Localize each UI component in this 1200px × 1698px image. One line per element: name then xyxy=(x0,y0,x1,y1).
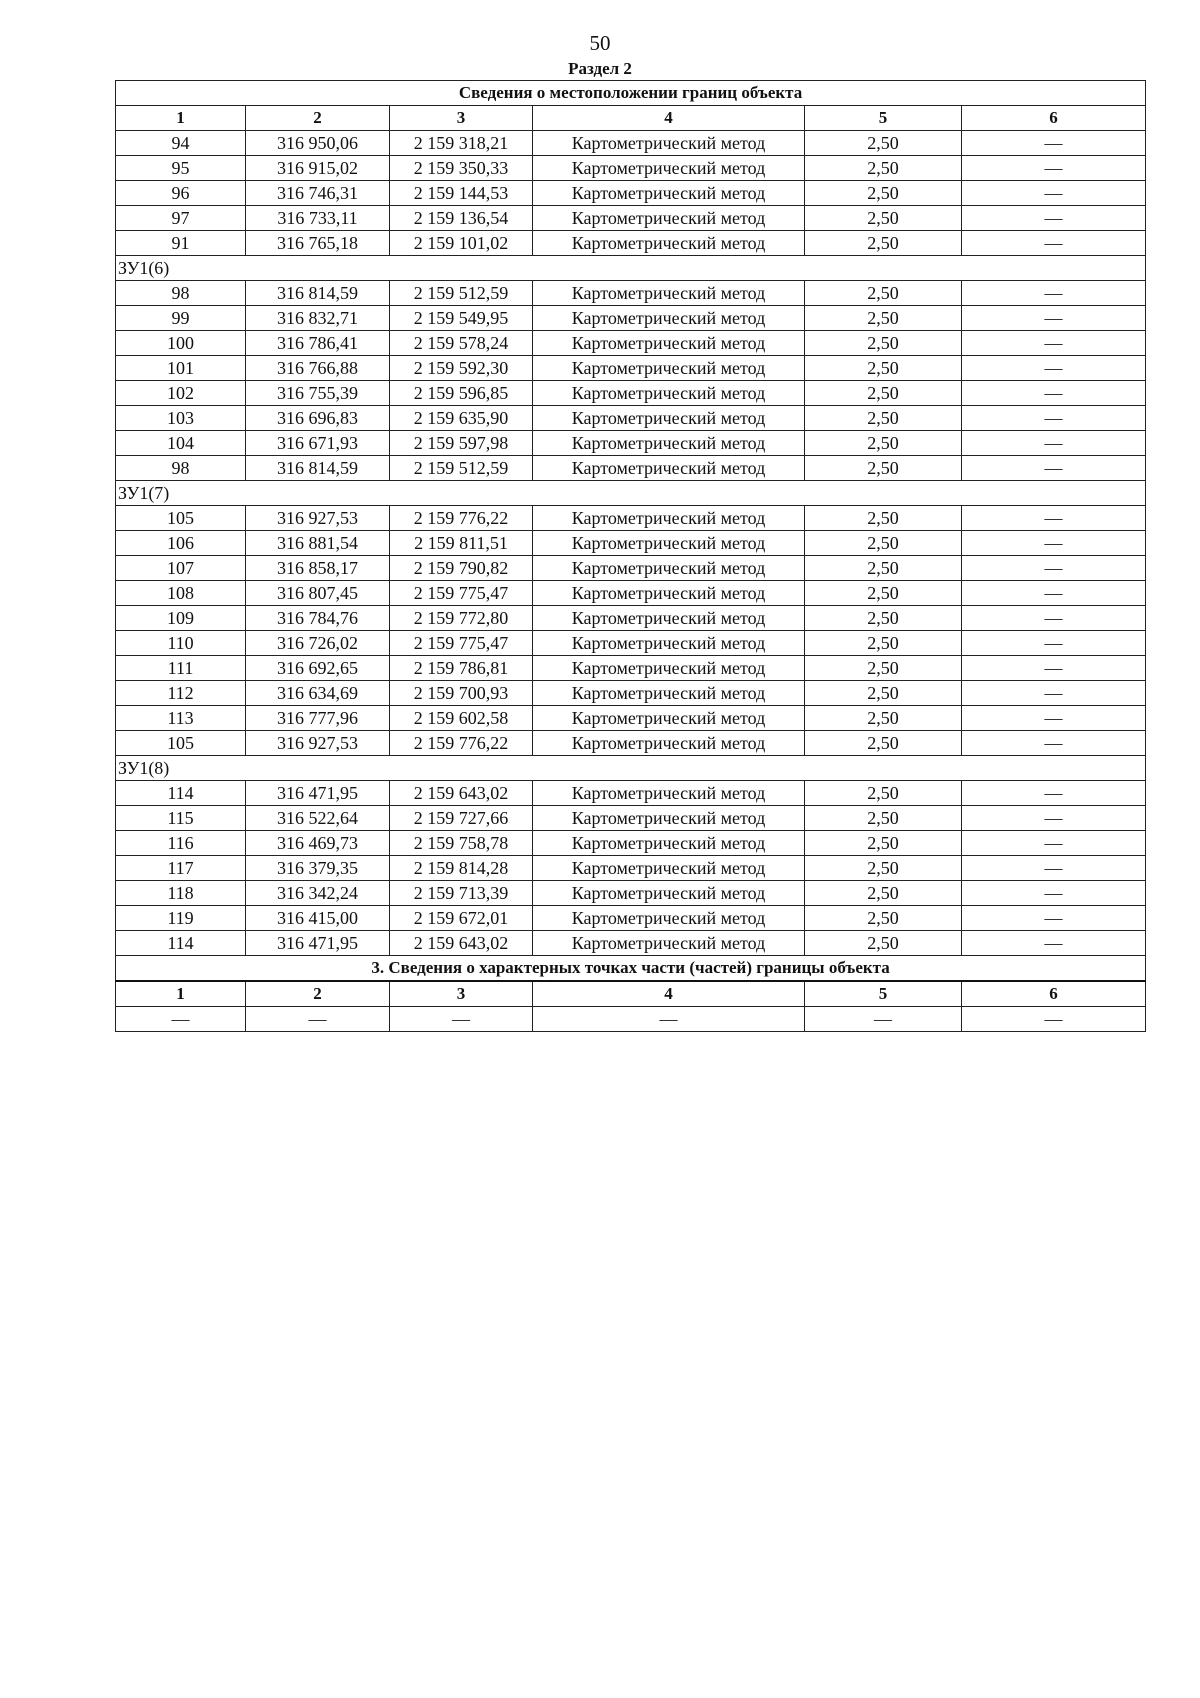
column-header-6: 6 xyxy=(962,981,1146,1007)
table-row xyxy=(116,681,1146,706)
cell-accuracy: 2,50 xyxy=(805,381,962,406)
cell-point-number: 97 xyxy=(116,206,246,231)
cell-point-number: 119 xyxy=(116,906,246,931)
cell-point-number: 110 xyxy=(116,631,246,656)
cell-point-number: 114 xyxy=(116,781,246,806)
table-row xyxy=(116,831,1146,856)
cell-point-number: 103 xyxy=(116,406,246,431)
cell-description: — xyxy=(962,456,1146,481)
cell-coord-y: 2 159 602,58 xyxy=(390,706,533,731)
cell-point-number: 99 xyxy=(116,306,246,331)
cell-method: Картометрический метод xyxy=(533,381,805,406)
cell-description: — xyxy=(962,306,1146,331)
cell-description: — xyxy=(962,781,1146,806)
cell-point-number: 108 xyxy=(116,581,246,606)
section-title: Раздел 2 xyxy=(568,59,632,78)
cell-point-number: 112 xyxy=(116,681,246,706)
cell-description: — xyxy=(962,231,1146,256)
cell-coord-x: 316 881,54 xyxy=(246,531,390,556)
cell-coord-x: 316 915,02 xyxy=(246,156,390,181)
table-row xyxy=(116,131,1146,156)
cell-description: — xyxy=(962,706,1146,731)
cell-coord-y: 2 159 635,90 xyxy=(390,406,533,431)
cell-coord-x: 316 858,17 xyxy=(246,556,390,581)
table-row xyxy=(116,306,1146,331)
cell-method: Картометрический метод xyxy=(533,431,805,456)
group-label: ЗУ1(6) xyxy=(116,256,1146,281)
column-header-2: 2 xyxy=(246,981,390,1007)
cell-description: — xyxy=(962,406,1146,431)
cell-accuracy: 2,50 xyxy=(805,581,962,606)
cell-point-number: 104 xyxy=(116,431,246,456)
cell-method: Картометрический метод xyxy=(533,281,805,306)
cell-description: — xyxy=(962,331,1146,356)
cell-coord-y: 2 159 549,95 xyxy=(390,306,533,331)
cell-description: — xyxy=(962,606,1146,631)
cell-coord-x: 316 415,00 xyxy=(246,906,390,931)
cell-method: Картометрический метод xyxy=(533,556,805,581)
cell-coord-x: 316 927,53 xyxy=(246,731,390,756)
section3-title: 3. Сведения о характерных точках части (частей) границы объекта xyxy=(116,956,1146,982)
table-row xyxy=(116,206,1146,231)
cell-coord-y: 2 159 512,59 xyxy=(390,456,533,481)
cell-accuracy: 2,50 xyxy=(805,131,962,156)
cell-method: Картометрический метод xyxy=(533,856,805,881)
cell-description: — xyxy=(962,731,1146,756)
cell-accuracy: 2,50 xyxy=(805,706,962,731)
cell-description: — xyxy=(962,206,1146,231)
cell-method: Картометрический метод xyxy=(533,181,805,206)
cell-accuracy: — xyxy=(805,1007,962,1032)
cell-method: Картометрический метод xyxy=(533,631,805,656)
column-header-1: 1 xyxy=(116,981,246,1007)
cell-description: — xyxy=(962,131,1146,156)
cell-accuracy: 2,50 xyxy=(805,731,962,756)
cell-coord-y: 2 159 772,80 xyxy=(390,606,533,631)
table-row xyxy=(116,856,1146,881)
cell-coord-x: 316 927,53 xyxy=(246,506,390,531)
cell-accuracy: 2,50 xyxy=(805,906,962,931)
cell-description: — xyxy=(962,881,1146,906)
cell-point-number: 114 xyxy=(116,931,246,956)
cell-accuracy: 2,50 xyxy=(805,156,962,181)
table-title-row xyxy=(116,81,1146,106)
cell-accuracy: 2,50 xyxy=(805,556,962,581)
cell-method: — xyxy=(533,1007,805,1032)
cell-coord-y: 2 159 700,93 xyxy=(390,681,533,706)
table-row xyxy=(116,331,1146,356)
section3-header-row xyxy=(116,981,1146,1007)
cell-coord-x: 316 755,39 xyxy=(246,381,390,406)
cell-coord-x: 316 733,11 xyxy=(246,206,390,231)
cell-coord-y: 2 159 727,66 xyxy=(390,806,533,831)
table-row xyxy=(116,606,1146,631)
cell-coord-y: 2 159 814,28 xyxy=(390,856,533,881)
group-row xyxy=(116,256,1146,281)
cell-point-number: 106 xyxy=(116,531,246,556)
cell-coord-y: 2 159 144,53 xyxy=(390,181,533,206)
table-row xyxy=(116,506,1146,531)
cell-point-number: 102 xyxy=(116,381,246,406)
cell-description: — xyxy=(962,1007,1146,1032)
column-header-3: 3 xyxy=(390,981,533,1007)
cell-point-number: 94 xyxy=(116,131,246,156)
column-header-6: 6 xyxy=(962,106,1146,131)
cell-method: Картометрический метод xyxy=(533,356,805,381)
cell-point-number: 105 xyxy=(116,731,246,756)
table-body xyxy=(116,81,1146,1032)
page-number: 50 xyxy=(589,31,611,55)
table-row xyxy=(116,556,1146,581)
cell-description: — xyxy=(962,156,1146,181)
cell-coord-x: 316 784,76 xyxy=(246,606,390,631)
cell-point-number: 116 xyxy=(116,831,246,856)
cell-method: Картометрический метод xyxy=(533,231,805,256)
cell-coord-y: 2 159 776,22 xyxy=(390,731,533,756)
cell-point-number: 109 xyxy=(116,606,246,631)
cell-accuracy: 2,50 xyxy=(805,356,962,381)
cell-accuracy: 2,50 xyxy=(805,831,962,856)
cell-accuracy: 2,50 xyxy=(805,306,962,331)
cell-method: Картометрический метод xyxy=(533,331,805,356)
table-row xyxy=(116,731,1146,756)
cell-coord-y: 2 159 776,22 xyxy=(390,506,533,531)
cell-coord-y: 2 159 672,01 xyxy=(390,906,533,931)
cell-coord-y: 2 159 775,47 xyxy=(390,581,533,606)
cell-description: — xyxy=(962,381,1146,406)
cell-coord-x: 316 832,71 xyxy=(246,306,390,331)
table-row xyxy=(116,281,1146,306)
group-row xyxy=(116,756,1146,781)
cell-coord-y: 2 159 101,02 xyxy=(390,231,533,256)
column-header-4: 4 xyxy=(533,981,805,1007)
column-header-5: 5 xyxy=(805,106,962,131)
cell-accuracy: 2,50 xyxy=(805,506,962,531)
table-row xyxy=(116,156,1146,181)
cell-method: Картометрический метод xyxy=(533,806,805,831)
cell-point-number: 91 xyxy=(116,231,246,256)
cell-coord-x: 316 726,02 xyxy=(246,631,390,656)
cell-description: — xyxy=(962,806,1146,831)
group-row xyxy=(116,481,1146,506)
table-row xyxy=(116,656,1146,681)
cell-coord-y: — xyxy=(390,1007,533,1032)
cell-coord-x: 316 522,64 xyxy=(246,806,390,831)
cell-accuracy: 2,50 xyxy=(805,881,962,906)
cell-coord-y: 2 159 136,54 xyxy=(390,206,533,231)
cell-coord-x: 316 814,59 xyxy=(246,281,390,306)
table-row xyxy=(116,181,1146,206)
cell-accuracy: 2,50 xyxy=(805,606,962,631)
cell-coord-y: 2 159 643,02 xyxy=(390,931,533,956)
cell-coord-y: 2 159 713,39 xyxy=(390,881,533,906)
table-row xyxy=(116,431,1146,456)
cell-point-number: 98 xyxy=(116,281,246,306)
cell-accuracy: 2,50 xyxy=(805,281,962,306)
cell-coord-x: 316 950,06 xyxy=(246,131,390,156)
cell-accuracy: 2,50 xyxy=(805,231,962,256)
cell-coord-y: 2 159 758,78 xyxy=(390,831,533,856)
cell-accuracy: 2,50 xyxy=(805,681,962,706)
cell-coord-x: 316 766,88 xyxy=(246,356,390,381)
section3-title-row xyxy=(116,956,1146,982)
cell-method: Картометрический метод xyxy=(533,456,805,481)
cell-description: — xyxy=(962,281,1146,306)
column-header-5: 5 xyxy=(805,981,962,1007)
cell-method: Картометрический метод xyxy=(533,506,805,531)
cell-description: — xyxy=(962,506,1146,531)
table-row xyxy=(116,406,1146,431)
cell-description: — xyxy=(962,931,1146,956)
cell-method: Картометрический метод xyxy=(533,706,805,731)
column-header-2: 2 xyxy=(246,106,390,131)
cell-accuracy: 2,50 xyxy=(805,456,962,481)
cell-point-number: 118 xyxy=(116,881,246,906)
cell-point-number: 100 xyxy=(116,331,246,356)
cell-coord-y: 2 159 775,47 xyxy=(390,631,533,656)
cell-coord-x: 316 671,93 xyxy=(246,431,390,456)
cell-point-number: 117 xyxy=(116,856,246,881)
cell-coord-y: 2 159 786,81 xyxy=(390,656,533,681)
table-row xyxy=(116,581,1146,606)
cell-method: Картометрический метод xyxy=(533,906,805,931)
cell-method: Картометрический метод xyxy=(533,731,805,756)
cell-method: Картометрический метод xyxy=(533,581,805,606)
cell-method: Картометрический метод xyxy=(533,131,805,156)
cell-coord-y: 2 159 350,33 xyxy=(390,156,533,181)
cell-description: — xyxy=(962,631,1146,656)
cell-coord-y: 2 159 643,02 xyxy=(390,781,533,806)
column-header-row xyxy=(116,106,1146,131)
cell-description: — xyxy=(962,831,1146,856)
cell-point-number: 115 xyxy=(116,806,246,831)
cell-coord-x: 316 634,69 xyxy=(246,681,390,706)
cell-coord-y: 2 159 592,30 xyxy=(390,356,533,381)
cell-coord-x: 316 469,73 xyxy=(246,831,390,856)
cell-coord-x: 316 814,59 xyxy=(246,456,390,481)
cell-description: — xyxy=(962,581,1146,606)
table-row xyxy=(116,806,1146,831)
cell-method: Картометрический метод xyxy=(533,931,805,956)
cell-method: Картометрический метод xyxy=(533,656,805,681)
cell-method: Картометрический метод xyxy=(533,156,805,181)
cell-point-number: 113 xyxy=(116,706,246,731)
cell-point-number: 107 xyxy=(116,556,246,581)
cell-method: Картометрический метод xyxy=(533,831,805,856)
cell-coord-x: 316 765,18 xyxy=(246,231,390,256)
cell-accuracy: 2,50 xyxy=(805,431,962,456)
cell-method: Картометрический метод xyxy=(533,606,805,631)
table-row xyxy=(116,1007,1146,1032)
table-row xyxy=(116,231,1146,256)
cell-accuracy: 2,50 xyxy=(805,406,962,431)
cell-point-number: — xyxy=(116,1007,246,1032)
cell-method: Картометрический метод xyxy=(533,881,805,906)
cell-point-number: 98 xyxy=(116,456,246,481)
cell-method: Картометрический метод xyxy=(533,306,805,331)
cell-coord-y: 2 159 790,82 xyxy=(390,556,533,581)
table-row xyxy=(116,781,1146,806)
cell-point-number: 101 xyxy=(116,356,246,381)
cell-method: Картометрический метод xyxy=(533,406,805,431)
cell-coord-y: 2 159 512,59 xyxy=(390,281,533,306)
cell-coord-x: 316 777,96 xyxy=(246,706,390,731)
cell-accuracy: 2,50 xyxy=(805,931,962,956)
cell-accuracy: 2,50 xyxy=(805,856,962,881)
cell-description: — xyxy=(962,856,1146,881)
cell-accuracy: 2,50 xyxy=(805,806,962,831)
table-title: Сведения о местоположении границ объекта xyxy=(116,81,1146,106)
cell-coord-x: 316 471,95 xyxy=(246,781,390,806)
cell-coord-x: — xyxy=(246,1007,390,1032)
cell-coord-x: 316 379,35 xyxy=(246,856,390,881)
cell-description: — xyxy=(962,181,1146,206)
cell-method: Картометрический метод xyxy=(533,781,805,806)
cell-coord-y: 2 159 597,98 xyxy=(390,431,533,456)
cell-method: Картометрический метод xyxy=(533,206,805,231)
column-header-4: 4 xyxy=(533,106,805,131)
cell-point-number: 111 xyxy=(116,656,246,681)
cell-description: — xyxy=(962,556,1146,581)
cell-accuracy: 2,50 xyxy=(805,781,962,806)
cell-description: — xyxy=(962,431,1146,456)
cell-method: Картометрический метод xyxy=(533,531,805,556)
cell-description: — xyxy=(962,531,1146,556)
group-label: ЗУ1(8) xyxy=(116,756,1146,781)
table-row xyxy=(116,706,1146,731)
table-row xyxy=(116,906,1146,931)
cell-coord-x: 316 342,24 xyxy=(246,881,390,906)
cell-description: — xyxy=(962,656,1146,681)
cell-coord-y: 2 159 578,24 xyxy=(390,331,533,356)
cell-coord-x: 316 692,65 xyxy=(246,656,390,681)
cell-coord-y: 2 159 811,51 xyxy=(390,531,533,556)
cell-coord-y: 2 159 596,85 xyxy=(390,381,533,406)
cell-accuracy: 2,50 xyxy=(805,656,962,681)
table-row xyxy=(116,456,1146,481)
column-header-3: 3 xyxy=(390,106,533,131)
table-row xyxy=(116,631,1146,656)
table-row xyxy=(116,381,1146,406)
cell-accuracy: 2,50 xyxy=(805,631,962,656)
cell-accuracy: 2,50 xyxy=(805,531,962,556)
cell-description: — xyxy=(962,681,1146,706)
table-row xyxy=(116,356,1146,381)
cell-accuracy: 2,50 xyxy=(805,181,962,206)
table-row xyxy=(116,931,1146,956)
cell-description: — xyxy=(962,356,1146,381)
cell-point-number: 105 xyxy=(116,506,246,531)
cell-point-number: 95 xyxy=(116,156,246,181)
cell-description: — xyxy=(962,906,1146,931)
cell-point-number: 96 xyxy=(116,181,246,206)
cell-accuracy: 2,50 xyxy=(805,206,962,231)
table-row xyxy=(116,881,1146,906)
cell-coord-x: 316 786,41 xyxy=(246,331,390,356)
cell-method: Картометрический метод xyxy=(533,681,805,706)
cell-coord-x: 316 696,83 xyxy=(246,406,390,431)
cell-coord-y: 2 159 318,21 xyxy=(390,131,533,156)
boundary-table xyxy=(115,80,1146,1032)
cell-coord-x: 316 746,31 xyxy=(246,181,390,206)
cell-coord-x: 316 807,45 xyxy=(246,581,390,606)
column-header-1: 1 xyxy=(116,106,246,131)
cell-accuracy: 2,50 xyxy=(805,331,962,356)
table-row xyxy=(116,531,1146,556)
cell-coord-x: 316 471,95 xyxy=(246,931,390,956)
group-label: ЗУ1(7) xyxy=(116,481,1146,506)
